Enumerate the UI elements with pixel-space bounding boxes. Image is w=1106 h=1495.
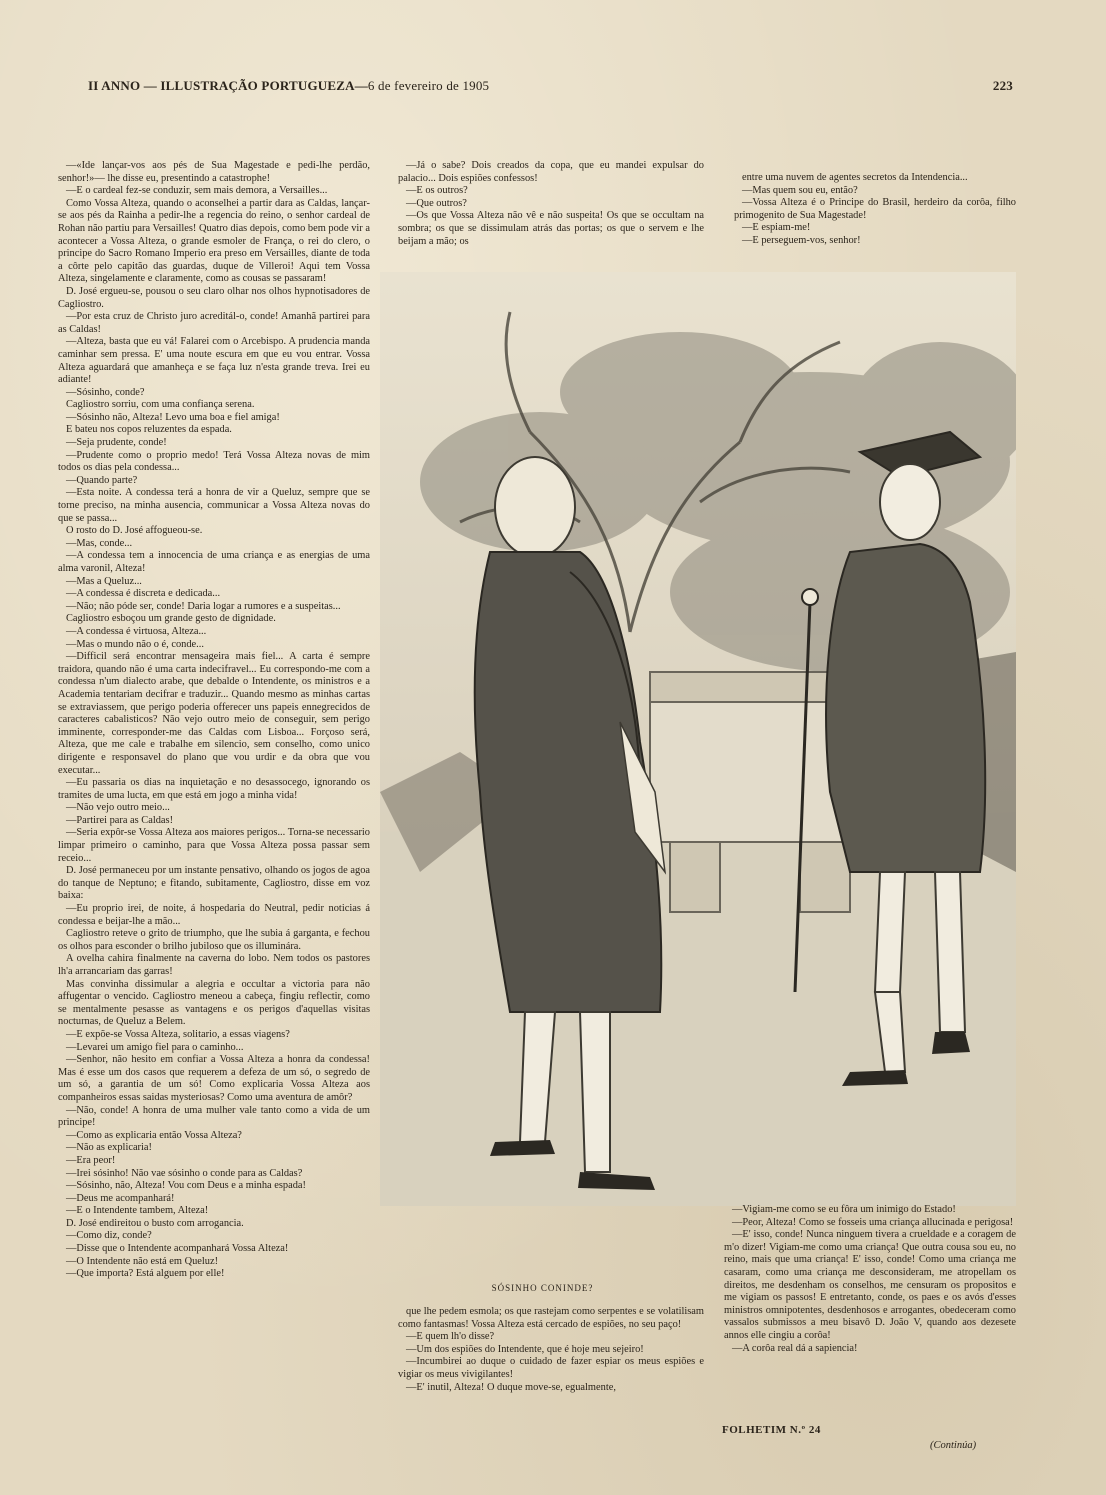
paragraph: que lhe pedem esmola; os que rastejam como serpentes e se volatilisam como fantasmas! Vossa Alteza está cercado de espiões, no seu paço! bbox=[398, 1306, 704, 1330]
paragraph: —Os que Vossa Alteza não vê e não suspeita! Os que se occultam na sombra; os que se dissimulam atrás das portas; os que o servem e lhe beijam a mão; os bbox=[398, 210, 704, 247]
paragraph: —Mas quem sou eu, então? bbox=[742, 184, 858, 196]
paragraph: —E' inutil, Alteza! O duque move-se, egualmente, bbox=[406, 1381, 616, 1393]
text-column-middle-top bbox=[398, 160, 704, 260]
text-column-right-bottom bbox=[724, 1204, 1016, 1404]
paragraph: —A condessa é virtuosa, Alteza... bbox=[66, 625, 207, 637]
paragraph: —Como diz, conde? bbox=[66, 1230, 152, 1242]
paragraph: —E expõe-se Vossa Alteza, solitario, a essas viagens? bbox=[66, 1028, 290, 1040]
paragraph: —Alteza, basta que eu vá! Falarei com o Arcebispo. A prudencia manda caminhar sem pressa. E' uma noute escura em que eu vou entrar. Vossa Alteza aguardará que amanheça e se faça luz n'esta grande treva. Irei eu adiante! bbox=[58, 336, 370, 386]
paragraph: —Eu passaria os dias na inquietação e no desassocego, ignorando os tramites de uma lucta, em que está em jogo a minha vida! bbox=[58, 777, 370, 801]
paragraph: —Era peor! bbox=[66, 1154, 116, 1166]
paragraph: —Mas, conde... bbox=[66, 537, 133, 549]
text-column-left bbox=[58, 160, 370, 1360]
paragraph: O rosto do D. José affogueou-se. bbox=[66, 525, 203, 537]
paragraph: —Quando parte? bbox=[66, 474, 138, 486]
paragraph: Cagliostro esboçou um grande gesto de dignidade. bbox=[66, 613, 276, 625]
paragraph: —Mas o mundo não o é, conde... bbox=[66, 638, 204, 650]
paragraph: —Irei sósinho! Não vae sósinho o conde para as Caldas? bbox=[66, 1167, 303, 1179]
paragraph: —Por esta cruz de Christo juro acreditál-o, conde! Amanhã partirei para as Caldas! bbox=[58, 311, 370, 335]
paragraph: —Não vejo outro meio... bbox=[66, 802, 170, 814]
paragraph: —Sósinho não, Alteza! Levo uma boa e fiel amiga! bbox=[66, 411, 280, 423]
paragraph: —Disse que o Intendente acompanhará Vossa Alteza! bbox=[66, 1243, 289, 1255]
paragraph: —Senhor, não hesito em confiar a Vossa Alteza a honra da condessa! Mas é esse um dos casos que requerem a defeza de um só, o segredo de um só, a garantia de um só! Como explicaria Vossa Alteza aos companheiros essas saidas mysteriosas? Como uma aventura de amôr? bbox=[58, 1054, 370, 1103]
paragraph: D. José permaneceu por um instante pensativo, olhando os jogos de agoa do tanque de Neptuno; e fitando, subitamente, Cagliostro, disse em voz baixa: bbox=[58, 865, 370, 902]
folhetim-number: FOLHETIM N.º 24 bbox=[722, 1424, 821, 1436]
masthead-title: II ANNO — ILLUSTRAÇÃO PORTUGUEZA— bbox=[88, 78, 368, 93]
continua-note: (Continúa) bbox=[930, 1440, 977, 1451]
paragraph: —Não, conde! A honra de uma mulher vale tanto como a vida de um principe! bbox=[58, 1104, 370, 1129]
paragraph: —Não; não póde ser, conde! Daria logar a rumores e a suspeitas... bbox=[66, 600, 341, 612]
paragraph: D. José ergueu-se, pousou o seu claro olhar nos olhos hypnotisadores de Cagliostro. bbox=[58, 285, 370, 310]
paragraph: —Vigiam-me como se eu fôra um inimigo do Estado! bbox=[732, 1204, 956, 1215]
paragraph: —Seria expôr-se Vossa Alteza aos maiores perigos... Torna-se necessario limpar primeiro o caminho, para que Vossa Alteza possa passar sem receio... bbox=[58, 827, 370, 864]
page-header bbox=[88, 78, 1013, 98]
paragraph: Como Vossa Alteza, quando o aconselhei a partir dara as Caldas, lançar-se aos pés da Rainha a pedir-lhe a regencia do reino, o senhor cardeal de Rohan não partiu para Versailles! Quatro dias depois, como bem pode vir a acontecer a Vossa Alteza, o grande esmoler de França, o rei do clero, o principe do Sacro Romano Imperio era preso em Versailles, diante de toda a côrte pelo capitão das guardas, duque de Villeroi! Aqui tem Vossa Alteza, singelamente e claramente, como as cousas se passaram! bbox=[58, 197, 370, 285]
paragraph: E bateu nos copos reluzentes da espada. bbox=[66, 424, 232, 436]
text-column-middle-bottom bbox=[398, 1306, 704, 1441]
paragraph: —Levarei um amigo fiel para o caminho... bbox=[66, 1041, 244, 1053]
paragraph: —Um dos espiões do Intendente, que é hoje meu sejeiro! bbox=[406, 1343, 644, 1355]
paragraph: —Incumbirei ao duque o cuidado de fazer espiar os meus espiões e vigiar os meus vivigilantes! bbox=[398, 1356, 704, 1380]
paragraph: entre uma nuvem de agentes secretos da Intendencia... bbox=[742, 172, 968, 183]
paragraph: —Peor, Alteza! Como se fosseis uma criança allucinada e perigosa! bbox=[732, 1216, 1014, 1228]
paragraph: —Deus me acompanhará! bbox=[66, 1192, 175, 1204]
page-number: 223 bbox=[992, 78, 1013, 93]
paragraph: —«Ide lançar-vos aos pés de Sua Magestade e pedi-lhe perdão, senhor!»— lhe disse eu, presentindo a catastrophe! bbox=[58, 160, 370, 184]
paragraph: —E quem lh'o disse? bbox=[406, 1331, 495, 1343]
engraving-illustration bbox=[380, 272, 1016, 1206]
paragraph: —O Intendente não está em Queluz! bbox=[66, 1255, 219, 1267]
paragraph: —E perseguem-vos, senhor! bbox=[742, 234, 861, 246]
paragraph: —Não as explicaria! bbox=[66, 1142, 152, 1154]
paragraph: D. José endireitou o busto com arrogancia. bbox=[66, 1217, 244, 1229]
paragraph: —Esta noite. A condessa terá a honra de vir a Queluz, sempre que se torne preciso, na minha ausencia, communicar a Vossa Alteza novas do que se passa... bbox=[58, 487, 370, 524]
paragraph: —A condessa tem a innocencia de uma criança e as energias de uma alma varonil, Alteza! bbox=[58, 550, 370, 574]
paragraph: —E' isso, conde! Nunca ninguem tivera a crueldade e a coragem de m'o dizer! Vigiam-me como uma criança! Que outra cousa sou eu, no reino, mais que uma criança! E' isso, conde! Como uma criança me casaram, como uma criança me desconsideram, me atropellam os direitos, me desdenham os conselhos, me censuram os propositos e me vigiam os passos! E entretanto, conde, os paes e os avós d'esses ministros omnipotentes, desdenhosos e arrogantes, obedeceram como vassalos submissos a meu bisavô D. João V, quando aos dezesete annos elle cingiu a corôa! bbox=[724, 1229, 1016, 1341]
paragraph: —Que importa? Está alguem por elle! bbox=[66, 1268, 225, 1280]
paragraph: —E o Intendente tambem, Alteza! bbox=[66, 1205, 209, 1217]
paragraph: —Sósinho, não, Alteza! Vou com Deus e a minha espada! bbox=[66, 1180, 306, 1192]
paragraph: —Eu proprio irei, de noite, á hospedaria do Neutral, pedir noticias á condessa e beijar-lhe a mão... bbox=[58, 903, 370, 927]
paragraph: —A condessa é discreta e dedicada... bbox=[66, 588, 221, 600]
paragraph: —E espiam-me! bbox=[742, 222, 811, 234]
paragraph: A ovelha cahira finalmente na caverna do lobo. Nem todos os pastores lh'a arrancariam das garras! bbox=[58, 953, 370, 977]
paragraph: —Prudente como o proprio medo! Terá Vossa Alteza novas de mim todos os dias pela condessa... bbox=[58, 449, 370, 474]
masthead bbox=[88, 78, 489, 94]
paragraph: —Que outros? bbox=[406, 197, 467, 209]
paragraph: —Seja prudente, conde! bbox=[66, 437, 167, 449]
paragraph: —Vossa Alteza é o Principe do Brasil, herdeiro da corôa, filho primogenito de Sua Magestade! bbox=[734, 197, 1016, 221]
paragraph: —Já o sabe? Dois creados da copa, que eu mandei expulsar do palacio... Dois espiões confessos! bbox=[398, 160, 704, 184]
paragraph: —Partirei para as Caldas! bbox=[66, 814, 174, 826]
paragraph: —E o cardeal fez-se conduzir, sem mais demora, a Versailles... bbox=[66, 185, 328, 197]
paragraph: —Como as explicaria então Vossa Alteza? bbox=[66, 1129, 242, 1141]
paragraph: —Difficil será encontrar mensageira mais fiel... A carta é sempre traidora, quando não é uma carta indecifravel... Eu correspondo-me com a condessa n'um dialecto arabe, que debalde o Intendente, os ministros e a Academia tentariam decifrar e traduzir... Quando mesmo as minhas cartas se extraviassem, que perigo poderia offerecer uns papeis ennegrecidos de caracteres cabalisticos? Não vejo outro meio de conseguir, sem perigo imminente, corresponder-me das Caldas com Lisboa... Forçoso será, Alteza, que me cale e trabalhe em silencio, sem conselho, como unico dirigente e responsavel do plano que vou urdir e da obra que vou executar... bbox=[58, 651, 370, 776]
paragraph: —E os outros? bbox=[406, 185, 468, 197]
paragraph: Cagliostro sorriu, com uma confiança serena. bbox=[66, 399, 255, 411]
paragraph: —Sósinho, conde? bbox=[66, 386, 145, 398]
paragraph: Mas convinha dissimular a alegria e occultar a victoria para não affugentar o vencido. Cagliostro meneou a cabeça, fingiu reflectir, como se mentalmente pesasse as vantagens e os perigos d'aquellas visitas nocturnas, de Queluz a Belem. bbox=[58, 978, 370, 1028]
paragraph: Cagliostro reteve o grito de triumpho, que lhe subia á garganta, e fechou os olhos para esconder o brilho jubiloso que os illuminára. bbox=[58, 928, 370, 952]
paragraph: —A corôa real dá a sapiencia! bbox=[732, 1342, 858, 1354]
paragraph: —Mas a Queluz... bbox=[66, 575, 142, 587]
issue-date: 6 de fevereiro de 1905 bbox=[367, 78, 490, 93]
text-column-right-top bbox=[734, 172, 1016, 262]
illustration-caption: SÓSINHO CONINDE? bbox=[491, 1283, 594, 1293]
